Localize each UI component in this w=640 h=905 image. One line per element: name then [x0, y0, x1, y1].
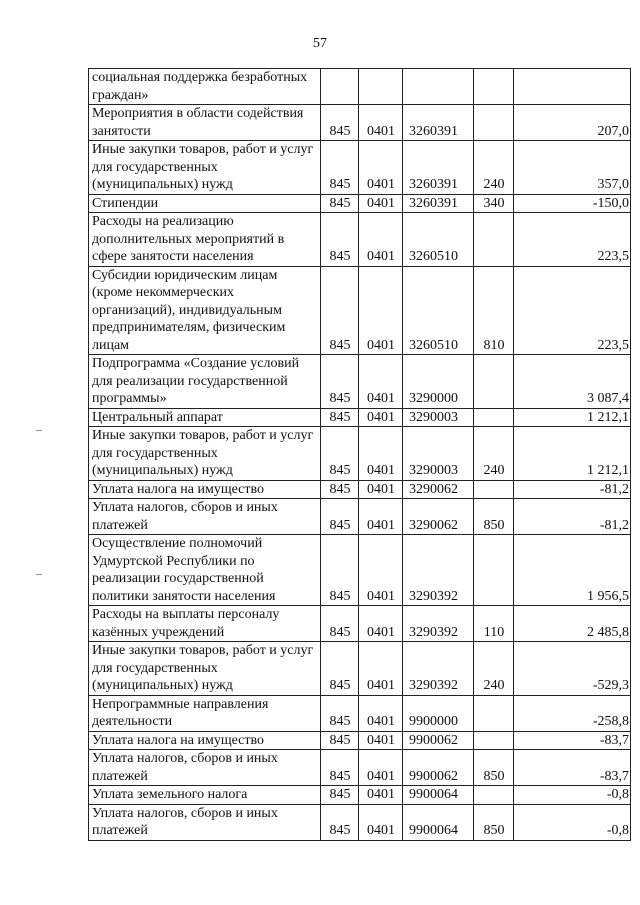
row-name-cell: Расходы на выплаты персоналу казённых учреждений	[89, 606, 321, 642]
row-sum: 357,0	[514, 141, 631, 195]
row-expense-type-code: 850	[474, 804, 514, 840]
table-row	[89, 535, 631, 606]
row-section-code: 0401	[359, 731, 403, 750]
table-row	[89, 731, 631, 750]
row-target-article-code: 3260391	[403, 141, 474, 195]
row-section-code: 0401	[359, 266, 403, 355]
row-name-cell: Уплата налогов, сборов и иных платежей	[89, 804, 321, 840]
row-section-code: 0401	[359, 141, 403, 195]
row-sum	[514, 69, 631, 105]
row-target-article-code	[403, 69, 474, 105]
table-row	[89, 606, 631, 642]
row-name-cell: Мероприятия в области содействия занятости	[89, 105, 321, 141]
row-name-cell: Центральный аппарат	[89, 408, 321, 427]
row-target-article-code: 3260510	[403, 213, 474, 267]
row-target-article-code: 9900064	[403, 786, 474, 805]
row-section-code	[359, 69, 403, 105]
row-department-code: 845	[321, 804, 359, 840]
row-name-cell: Иные закупки товаров, работ и услуг для государственных (муниципальных) нужд	[89, 642, 321, 696]
row-section-code: 0401	[359, 105, 403, 141]
row-sum: 1 956,5	[514, 535, 631, 606]
scan-mark	[36, 430, 42, 431]
row-sum: -81,2	[514, 480, 631, 499]
row-sum: -529,3	[514, 642, 631, 696]
table-row	[89, 194, 631, 213]
row-sum: -150,0	[514, 194, 631, 213]
scan-mark	[36, 574, 42, 575]
row-expense-type-code: 240	[474, 141, 514, 195]
row-target-article-code: 3290062	[403, 480, 474, 499]
row-department-code: 845	[321, 642, 359, 696]
row-expense-type-code	[474, 731, 514, 750]
row-name-cell: Иные закупки товаров, работ и услуг для государственных (муниципальных) нужд	[89, 427, 321, 481]
row-department-code: 845	[321, 213, 359, 267]
row-name-cell: Стипендии	[89, 194, 321, 213]
page-number: 57	[313, 36, 327, 51]
row-expense-type-code: 810	[474, 266, 514, 355]
row-department-code: 845	[321, 266, 359, 355]
row-department-code: 845	[321, 480, 359, 499]
row-target-article-code: 3290392	[403, 642, 474, 696]
row-department-code: 845	[321, 731, 359, 750]
row-sum: -258,8	[514, 695, 631, 731]
table-row	[89, 408, 631, 427]
row-expense-type-code	[474, 480, 514, 499]
row-target-article-code: 3290062	[403, 499, 474, 535]
row-target-article-code: 3260510	[403, 266, 474, 355]
row-department-code: 845	[321, 606, 359, 642]
row-expense-type-code: 240	[474, 427, 514, 481]
row-target-article-code: 9900062	[403, 731, 474, 750]
row-expense-type-code: 850	[474, 750, 514, 786]
row-expense-type-code	[474, 535, 514, 606]
row-department-code: 845	[321, 105, 359, 141]
row-section-code: 0401	[359, 194, 403, 213]
row-expense-type-code: 110	[474, 606, 514, 642]
row-name-cell: Расходы на реализацию дополнительных мероприятий в сфере занятости населения	[89, 213, 321, 267]
row-expense-type-code: 340	[474, 194, 514, 213]
row-section-code: 0401	[359, 480, 403, 499]
row-section-code: 0401	[359, 427, 403, 481]
row-name-cell: Осуществление полномочий Удмуртской Республики по реализации государственной политики занятости населения	[89, 535, 321, 606]
table-row	[89, 213, 631, 267]
row-department-code: 845	[321, 355, 359, 409]
row-target-article-code: 3290392	[403, 535, 474, 606]
row-section-code: 0401	[359, 606, 403, 642]
row-section-code: 0401	[359, 535, 403, 606]
row-sum: -0,8	[514, 804, 631, 840]
row-target-article-code: 9900000	[403, 695, 474, 731]
row-sum: 1 212,1	[514, 408, 631, 427]
row-expense-type-code	[474, 355, 514, 409]
row-department-code: 845	[321, 535, 359, 606]
table-row	[89, 355, 631, 409]
row-sum: 223,5	[514, 213, 631, 267]
row-department-code: 845	[321, 194, 359, 213]
row-section-code: 0401	[359, 355, 403, 409]
row-section-code: 0401	[359, 695, 403, 731]
row-name-cell: Уплата налогов, сборов и иных платежей	[89, 499, 321, 535]
row-sum: 2 485,8	[514, 606, 631, 642]
table-row	[89, 750, 631, 786]
row-target-article-code: 3260391	[403, 194, 474, 213]
row-department-code: 845	[321, 695, 359, 731]
row-department-code: 845	[321, 427, 359, 481]
table-row	[89, 786, 631, 805]
row-sum: -0,8	[514, 786, 631, 805]
row-target-article-code: 3290003	[403, 408, 474, 427]
row-department-code: 845	[321, 499, 359, 535]
table-row	[89, 695, 631, 731]
row-sum: -81,2	[514, 499, 631, 535]
row-target-article-code: 9900062	[403, 750, 474, 786]
row-target-article-code: 9900064	[403, 804, 474, 840]
row-section-code: 0401	[359, 408, 403, 427]
table-row	[89, 427, 631, 481]
table-row	[89, 105, 631, 141]
table-row	[89, 499, 631, 535]
row-target-article-code: 3290000	[403, 355, 474, 409]
row-sum: 3 087,4	[514, 355, 631, 409]
row-sum: 223,5	[514, 266, 631, 355]
row-expense-type-code	[474, 695, 514, 731]
row-department-code: 845	[321, 786, 359, 805]
row-name-cell: Уплата налога на имущество	[89, 731, 321, 750]
table-row	[89, 266, 631, 355]
row-section-code: 0401	[359, 786, 403, 805]
row-sum: 207,0	[514, 105, 631, 141]
budget-table	[88, 68, 631, 841]
row-expense-type-code	[474, 213, 514, 267]
table-row	[89, 804, 631, 840]
row-target-article-code: 3260391	[403, 105, 474, 141]
table-row	[89, 69, 631, 105]
row-name-cell: Непрограммные направления деятельности	[89, 695, 321, 731]
table-row	[89, 642, 631, 696]
row-target-article-code: 3290003	[403, 427, 474, 481]
row-department-code: 845	[321, 141, 359, 195]
row-name-cell: Подпрограмма «Создание условий для реализации государственной программы»	[89, 355, 321, 409]
row-name-cell: Уплата земельного налога	[89, 786, 321, 805]
row-section-code: 0401	[359, 750, 403, 786]
row-department-code: 845	[321, 750, 359, 786]
row-expense-type-code	[474, 105, 514, 141]
row-expense-type-code	[474, 786, 514, 805]
row-expense-type-code: 850	[474, 499, 514, 535]
row-expense-type-code: 240	[474, 642, 514, 696]
row-name-cell: социальная поддержка безработных граждан»	[89, 69, 321, 105]
row-name-cell: Иные закупки товаров, работ и услуг для государственных (муниципальных) нужд	[89, 141, 321, 195]
row-sum: -83,7	[514, 731, 631, 750]
row-sum: -83,7	[514, 750, 631, 786]
row-section-code: 0401	[359, 213, 403, 267]
row-section-code: 0401	[359, 499, 403, 535]
table-row	[89, 141, 631, 195]
row-name-cell: Субсидии юридическим лицам (кроме некоммерческих организаций), индивидуальным предпринимателям, физическим лицам	[89, 266, 321, 355]
row-section-code: 0401	[359, 642, 403, 696]
row-section-code: 0401	[359, 804, 403, 840]
row-department-code	[321, 69, 359, 105]
row-department-code: 845	[321, 408, 359, 427]
row-expense-type-code	[474, 408, 514, 427]
row-name-cell: Уплата налога на имущество	[89, 480, 321, 499]
row-name-cell: Уплата налогов, сборов и иных платежей	[89, 750, 321, 786]
table-row	[89, 480, 631, 499]
row-target-article-code: 3290392	[403, 606, 474, 642]
row-expense-type-code	[474, 69, 514, 105]
row-sum: 1 212,1	[514, 427, 631, 481]
